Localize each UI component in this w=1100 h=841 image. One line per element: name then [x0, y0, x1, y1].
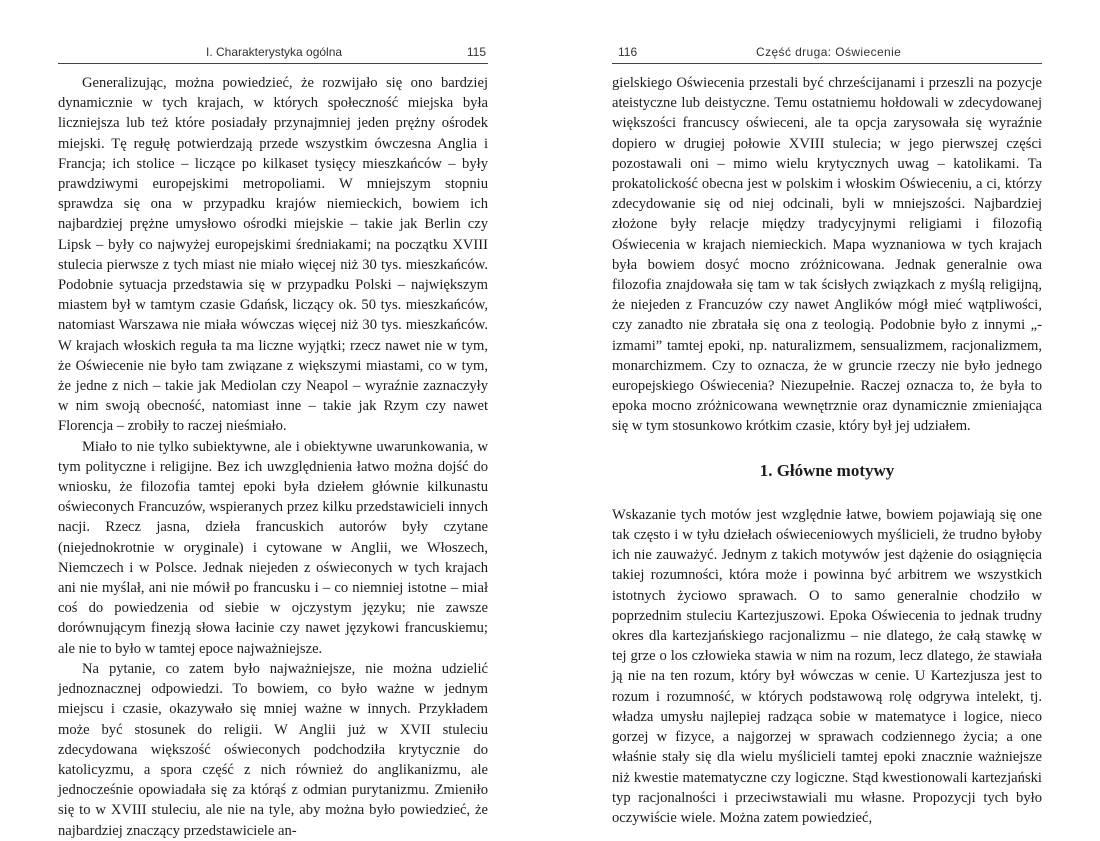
paragraph: gielskiego Oświecenia przestali być chrześcijanami i przeszli na pozycje ateistyczne lub deistyczne. Temu ostatniemu hołdowali w zdecydowanej większości francuscy oświeceni, ale ta opcja zarysowała się wyraźnie dopiero w drugiej połowie XVIII stulecia; w jego pierwszej części pozostawali oni – mimo wielu krytycznych uwag – katolikami. Ta prokatolickość obecna jest w polskim i włoskim Oświeceniu, a ci, którzy zdecydowanie się od niej odcinali, byli w mniejszości. Najbardziej złożone były relacje między tradycyjnymi religiami i filozofią Oświecenia w krajach niemieckich. Mapa wyznaniowa w tych krajach była bowiem dosyć mocno zróżnicowana. Jednak generalnie owa filozofia znajdowała się tam w tak ścisłych związkach z myślą religijną, że niejeden z Francuzów czy nawet Anglików mógł mieć wątpliwości, czy zanadto nie zbratała się ona z teologią. Podobnie było z innymi „-izmami” tamtej epoki, np. naturalizmem, sensualizmem, racjonalizmem, monarchizmem. Czy to oznacza, że w gruncie rzeczy nie było jednego europejskiego Oświecenia? Niezupełnie. Raczej oznacza to, że była to epoka mocno zróżnicowana wewnętrznie oraz dynamicznie zmieniająca się w tym stosunkowo krótkim czasie, który był jej udziałem. — [612, 75, 1042, 435]
running-header — [58, 45, 488, 63]
right-page — [612, 0, 1042, 826]
page-body — [612, 73, 1042, 828]
chapter-title: I. Charakterystyka ogólna — [206, 45, 343, 59]
page-body — [58, 73, 488, 841]
paragraph: Na pytanie, co zatem było najważniejsze, nie można udzielić jednoznacznej odpowiedzi. To bowiem, co było ważne w jednym miejscu i czasie, okazywało się mniej ważne w innych. Przykładem może być stosunek do religii. W Anglii już w XVII stuleciu zdecydowana większość oświeconych podchodziła krytycznie do katolicyzmu, a spora część z nich również do anglikanizmu, ale jednocześnie opowiadała się za którąś z odmian purytanizmu. Zmieniło się to w XVIII stuleciu, ale nie na tyle, aby można było powiedzieć, że najbardziej znaczący przedstawiciele an- — [58, 660, 488, 839]
page-number: 116 — [618, 45, 638, 59]
paragraph: Miało to nie tylko subiektywne, ale i obiektywne uwarunkowania, w tym polityczne i religijne. Bez ich uwzględnienia łatwo można dojść do wniosku, że filozofia tamtej epoki była dziełem głównie kilkunastu oświeconych Francuzów, wspieranych przez kilku przedstawicieli innych nacji. Rzecz jasna, dzieła francuskich autorów były czytane (niejednokrotnie w oryginale) i cytowane w Anglii, we Włoszech, Niemczech i w Polsce. Jednak niejeden z oświeconych w tych krajach ani nie myślał, ani nie mówił po francusku i – co niemniej istotne – miał coś do powiedzenia od siebie w ojczystym języku; nie zawsze dorównującym finezją słowa łacinie czy nawet językowi francuskiemu; ale nie to było w tamtej epoce najważniejsze. — [58, 438, 488, 657]
paragraph: Wskazanie tych motów jest względnie łatwe, bowiem pojawiają się one tak często i w tyłu dziełach oświeceniowych myślicieli, że trudno byłoby ich nie zauważyć. Jednym z takich motywów jest dążenie do osiągnięcia takiej rozumności, która może i powinna być arbitrem we wszystkich istotnych życiowo sprawach. O to samo generalnie chodziło w poprzednim stuleciu Kartezjuszowi. Epoka Oświecenia to jednak trudny okres dla kartezjańskiego racjonalizmu – nie dlatego, że całą stawkę w tej grze o los człowieka stawia w nim na rozum, lecz dlatego, że stawiała ją nie na ten rozum, który był wówczas w cenie. U Kartezjusza jest to rozum i rozumność, w których podstawową rolę odgrywa intelekt, tj. władza umysłu najlepiej radząca sobie w matematyce i logice, nieco gorzej w fizyce, a najgorzej w sprawach codziennego życia; a one właśnie stały się dla wielu myślicieli tamtej epoki znacznie ważniejsze niż kwestie matematyczne czy logiczne. Stąd kwestionowali kartezjański typ racjonalności i przeciwstawiali mu własne. Propozycji tych było oczywiście wiele. Można zatem powiedzieć, — [612, 506, 1042, 826]
left-page — [58, 0, 488, 839]
part-title: Część druga: Oświecenie — [756, 45, 902, 59]
paragraph: Generalizując, można powiedzieć, że rozwijało się ono bardziej dynamicznie w tych krajach, w których społeczność miejska była liczniejsza lub też które posiadały przynajmniej jeden prężny ośrodek miejski. Tę regułę potwierdzają przede wszystkim ówczesna Anglia i Francja; ich stolice – liczące po kilkaset tysięcy mieszkańców – były prawdziwymi europejskimi metropoliami. W mniejszym stopniu sprawdza się ona w przypadku krajów niemieckich, bowiem ich najbardziej prężne umysłowo ośrodki miejskie – takie jak Berlin czy Lipsk – były co najwyżej europejskimi średniakami; na początku XVIII stulecia pierwsze z tych miast nie miało więcej niż 30 tys. mieszkańców. Podobnie sytuacja przedstawia się w przypadku Polski – największym miastem był w tamtym czasie Gdańsk, liczący ok. 50 tys. mieszkańców, natomiast Warszawa nie miała wówczas więcej niż 30 tys. mieszkańców. W krajach włoskich reguła ta ma liczne wyjątki; rzecz nawet nie w tym, że Oświecenie nie było tam związane z większymi miastami, co w tym, że jedne z nich – takie jak Mediolan czy Neapol – wyraźnie zaznaczyły w nim swoją obecność, natomiast inne – takie jak Rzym czy nawet Florencja – zrobiły to raczej nieśmiało. — [58, 75, 488, 435]
header-rule — [612, 63, 1042, 64]
running-header — [612, 45, 1042, 63]
section-heading: 1. Główne motywy — [759, 460, 895, 480]
page-number: 115 — [466, 45, 486, 59]
header-rule — [58, 63, 488, 64]
